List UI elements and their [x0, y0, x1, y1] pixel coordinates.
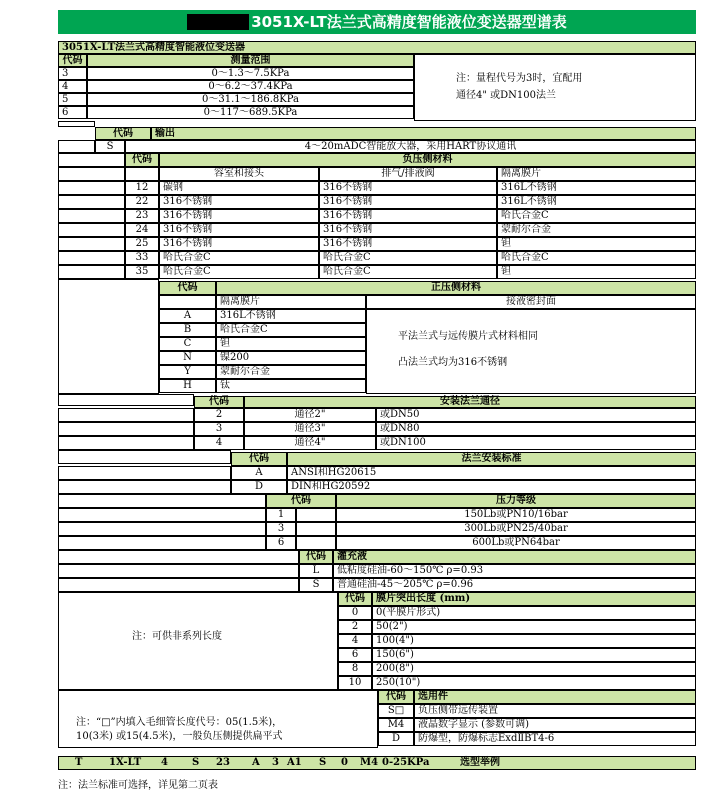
example-part: 23	[216, 757, 230, 768]
pos-code: C	[159, 337, 216, 351]
spacer	[58, 508, 266, 522]
neg-c3: 316L不锈钢	[497, 181, 696, 195]
spacer	[58, 450, 231, 464]
pressure-value: 300Lb或PN25/40bar	[336, 522, 696, 536]
pressure-code: 1	[266, 508, 296, 522]
range-value: 0～117～689.5KPa	[87, 106, 414, 119]
ext-code: 0	[338, 606, 372, 620]
spacer	[58, 251, 125, 265]
neg-code: 24	[125, 223, 159, 237]
range-code: 6	[58, 106, 87, 119]
flange-size-dn: 或DN80	[376, 422, 696, 436]
code-header: 代码	[299, 550, 333, 564]
pressure-code: 6	[266, 536, 296, 550]
neg-c1: 碳钢	[159, 181, 319, 195]
neg-c2: 316不锈钢	[319, 209, 497, 223]
pos-value: 316L不锈钢	[216, 309, 366, 323]
ext-code: 2	[338, 620, 372, 634]
bottom-note: 注：法兰标准可选择，详见第二页表	[58, 780, 218, 791]
pos-col2: 接液密封面	[366, 295, 696, 309]
example-part: A	[252, 757, 260, 768]
neg-code: 35	[125, 265, 159, 279]
neg-c2: 316不锈钢	[319, 223, 497, 237]
example-part: 0	[341, 757, 348, 768]
range-value: 0～31.1～186.8KPa	[87, 93, 414, 106]
neg-c1: 哈氏合金C	[159, 265, 319, 279]
pos-code: Y	[159, 365, 216, 379]
code-header: 代码	[58, 54, 87, 67]
pressure-value: 600Lb或PN64bar	[336, 536, 696, 550]
pressure-header: 压力等级	[336, 494, 696, 508]
flange-size-inch: 通径4"	[244, 436, 376, 450]
opt-value: 负压侧带远传装置	[414, 704, 696, 718]
example-part: 0-25KPa	[382, 757, 430, 768]
flange-size-header: 安装法兰通径	[244, 396, 696, 408]
ext-value: 150(6")	[372, 648, 696, 662]
range-note-2: 通径4" 或DN100法兰	[456, 90, 556, 101]
pos-value: 蒙耐尔合金	[216, 365, 366, 379]
title-text: 3051X-LT法兰式高精度智能液位变送器型谱表	[251, 13, 567, 31]
pos-code: A	[159, 309, 216, 323]
spacer	[58, 237, 125, 251]
opt-note-2: 10(3米) 或15(4.5米)，一般负压侧提供扁平式	[76, 731, 283, 742]
pressure-code: 3	[266, 522, 296, 536]
pos-value: 钛	[216, 379, 366, 393]
spacer	[58, 153, 125, 167]
output-value: 4～20mADC智能放大器，采用HART协议通讯	[125, 140, 696, 153]
code-header: 代码	[125, 153, 159, 167]
flange-size-inch: 通径3"	[244, 422, 376, 436]
opt-note-1: 注：“□”内填入毛细管长度代号：05(1.5米)，	[76, 717, 283, 728]
code-header: 代码	[266, 494, 336, 508]
pos-code: B	[159, 323, 216, 337]
neg-side-header: 负压侧材料	[159, 153, 696, 167]
pos-note-1: 平法兰式与远传膜片式材料相同	[398, 331, 538, 342]
neg-col3: 隔离膜片	[497, 167, 696, 181]
output-header: 输出	[151, 127, 696, 140]
spacer	[58, 522, 266, 536]
pos-value: 钽	[216, 337, 366, 351]
fill-value: 普通硅油-45～205℃ ρ=0.96	[333, 578, 696, 592]
title-mask	[187, 14, 249, 30]
ext-header: 膜片突出长度 (mm)	[372, 592, 696, 606]
fill-header: 灌充液	[333, 550, 696, 564]
neg-c1: 316不锈钢	[159, 223, 319, 237]
code-header: 代码	[338, 592, 372, 606]
pos-col1: 隔离膜片	[216, 295, 366, 309]
options-header: 选用件	[414, 690, 696, 704]
spacer	[58, 181, 125, 195]
opt-code: M4	[378, 718, 414, 732]
example-part: A1	[287, 757, 302, 768]
flange-size-dn: 或DN50	[376, 408, 696, 422]
neg-c3: 蒙耐尔合金	[497, 223, 696, 237]
flange-size-code: 4	[194, 436, 244, 450]
neg-c2: 316不锈钢	[319, 195, 497, 209]
opt-code: D	[378, 732, 414, 746]
spacer	[159, 295, 216, 309]
ext-code: 10	[338, 676, 372, 690]
spacer	[58, 223, 125, 237]
ext-value: 50(2")	[372, 620, 696, 634]
neg-c1: 316不锈钢	[159, 195, 319, 209]
fill-code: S	[299, 578, 333, 592]
neg-c1: 哈氏合金C	[159, 251, 319, 265]
opt-value: 液晶数字显示 (参数可调)	[414, 718, 696, 732]
neg-c3: 钽	[497, 237, 696, 251]
spacer	[58, 195, 125, 209]
neg-c3: 哈氏合金C	[497, 209, 696, 223]
spacer	[58, 578, 299, 592]
ext-value: 200(8")	[372, 662, 696, 676]
ext-code: 4	[338, 634, 372, 648]
example-part: 4	[161, 757, 168, 768]
ext-value: 0(平膜片形式)	[372, 606, 696, 620]
ext-value: 250(10")	[372, 676, 696, 690]
spacer	[125, 167, 159, 181]
ext-note: 注：可供非系列长度	[132, 631, 222, 642]
neg-c2: 哈氏合金C	[319, 265, 497, 279]
neg-c1: 316不锈钢	[159, 237, 319, 251]
ext-code: 6	[338, 648, 372, 662]
pos-note-box	[366, 309, 696, 394]
range-value: 0～6.2～37.4KPa	[87, 80, 414, 93]
flange-std-value: DIN和HG20592	[287, 480, 696, 494]
model-label: 3051X-LT法兰式高精度智能液位变送器	[58, 41, 696, 54]
example-part: 1X-LT	[109, 757, 142, 768]
title-banner	[58, 10, 696, 34]
example-part: 3	[272, 757, 279, 768]
range-code: 3	[58, 67, 87, 80]
output-code: S	[95, 140, 125, 153]
example-part: T	[75, 757, 83, 768]
pos-note-2: 凸法兰式均为316不锈钢	[398, 357, 508, 368]
range-code: 4	[58, 80, 87, 93]
pos-value: 镍200	[216, 351, 366, 365]
spacer	[58, 436, 194, 450]
neg-code: 23	[125, 209, 159, 223]
range-value: 0～1.3～7.5KPa	[87, 67, 414, 80]
neg-code: 25	[125, 237, 159, 251]
example-part: S	[192, 757, 200, 768]
spacer	[58, 564, 299, 578]
code-header: 代码	[378, 690, 414, 704]
spacer	[296, 508, 336, 522]
range-header: 测量范围	[87, 54, 414, 67]
spacer	[58, 167, 125, 181]
example-part: S	[319, 757, 327, 768]
flange-size-code: 2	[194, 408, 244, 422]
spacer	[58, 408, 194, 422]
opt-value: 防爆型，防爆标志ExdⅡBT4-6	[414, 732, 696, 746]
neg-code: 22	[125, 195, 159, 209]
opt-code: S□	[378, 704, 414, 718]
flange-size-code: 3	[194, 422, 244, 436]
spacer	[58, 422, 194, 436]
spacer	[58, 536, 266, 550]
code-header: 代码	[95, 127, 151, 140]
spacer	[58, 550, 299, 564]
code-header: 代码	[194, 396, 244, 408]
neg-c1: 316不锈钢	[159, 209, 319, 223]
pressure-value: 150Lb或PN10/16bar	[336, 508, 696, 522]
spacer	[58, 209, 125, 223]
neg-c2: 316不锈钢	[319, 237, 497, 251]
neg-col1: 容室和接头	[159, 167, 319, 181]
fill-value: 低粘度硅油-60～150℃ ρ=0.93	[333, 564, 696, 578]
neg-c3: 哈氏合金C	[497, 251, 696, 265]
pos-value: 哈氏合金C	[216, 323, 366, 337]
flange-std-value: ANSI和HG20615	[287, 466, 696, 480]
neg-c2: 哈氏合金C	[319, 251, 497, 265]
flange-size-inch: 通径2"	[244, 408, 376, 422]
spacer	[296, 536, 336, 550]
range-note-1: 注：量程代号为3时，宜配用	[456, 73, 583, 84]
flange-std-header: 法兰安装标准	[287, 452, 696, 466]
example-part: M4	[360, 757, 379, 768]
fill-code: L	[299, 564, 333, 578]
spacer	[58, 265, 125, 279]
spacer	[58, 480, 231, 494]
example-row	[58, 756, 696, 770]
neg-code: 12	[125, 181, 159, 195]
flange-size-dn: 或DN100	[376, 436, 696, 450]
pos-side-header: 正压侧材料	[216, 281, 696, 295]
spacer	[58, 466, 231, 480]
ext-code: 8	[338, 662, 372, 676]
spacer	[58, 394, 194, 406]
neg-c3: 316L不锈钢	[497, 195, 696, 209]
example-label: 选型举例	[460, 757, 500, 768]
range-code: 5	[58, 93, 87, 106]
code-header: 代码	[231, 452, 287, 466]
spacer	[58, 121, 95, 127]
neg-c3: 钽	[497, 265, 696, 279]
spacer	[58, 140, 95, 153]
spacer	[58, 494, 266, 508]
spacer	[296, 522, 336, 536]
flange-std-code: D	[231, 480, 287, 494]
pos-code: N	[159, 351, 216, 365]
neg-code: 33	[125, 251, 159, 265]
neg-c2: 316不锈钢	[319, 181, 497, 195]
flange-std-code: A	[231, 466, 287, 480]
neg-col2: 排气/排液阀	[319, 167, 497, 181]
code-header: 代码	[159, 281, 216, 295]
spacer	[58, 279, 159, 394]
pos-code: H	[159, 379, 216, 393]
ext-value: 100(4")	[372, 634, 696, 648]
